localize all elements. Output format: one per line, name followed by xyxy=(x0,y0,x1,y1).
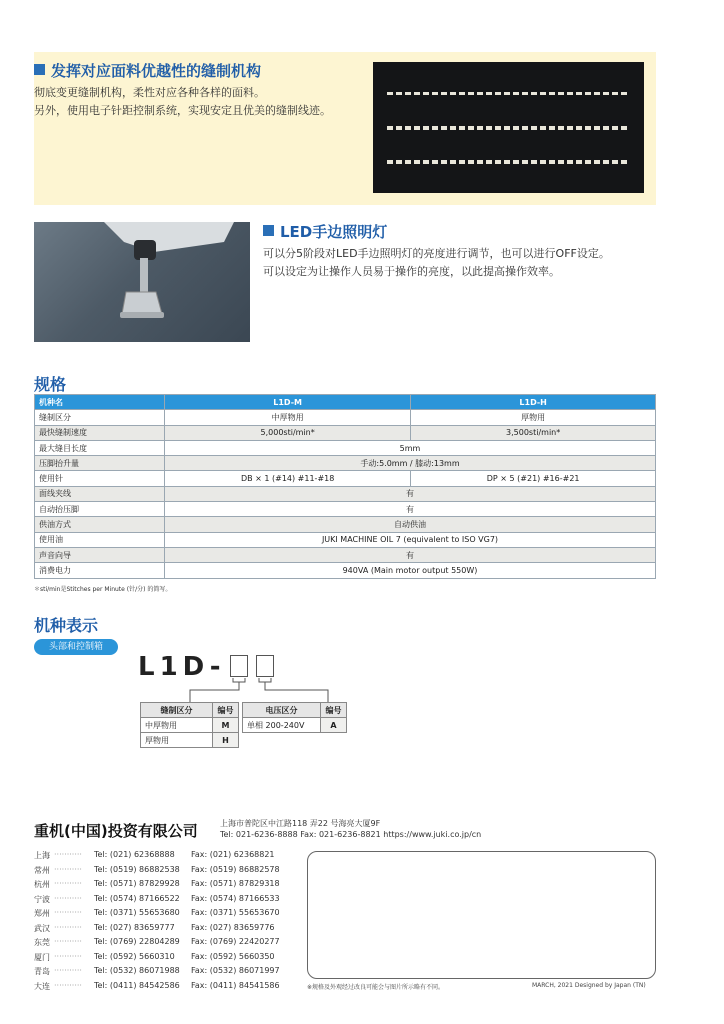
leader-dots: ··········· xyxy=(54,922,82,932)
branch-city: 宁波 xyxy=(34,894,50,904)
branch-fax: Fax: (0592) 5660350 xyxy=(191,951,275,961)
table-row xyxy=(35,440,656,455)
branch-tel: Tel: (0571) 87829928 xyxy=(94,879,180,888)
branch-fax: Fax: (027) 83659776 xyxy=(191,922,275,932)
branch-tel: Tel: (0592) 5660310 xyxy=(94,951,175,961)
credit-text: MARCH, 2021 Designed by Japan (TN) xyxy=(532,982,646,989)
branch-city: 武汉 xyxy=(34,923,50,933)
feature1-title xyxy=(34,60,261,81)
branch-fax: Fax: (0769) 22420277 xyxy=(191,937,280,946)
table-row xyxy=(35,563,656,578)
voltage-class-table xyxy=(242,702,347,733)
stitch-line xyxy=(387,160,630,164)
branch-fax: Fax: (0411) 84541586 xyxy=(191,980,280,990)
branch-city: 杭州 xyxy=(34,880,50,889)
spec-title: 规格 xyxy=(34,375,67,394)
table-row xyxy=(35,456,656,471)
code-box-2 xyxy=(256,655,274,677)
spec-label: 最快缝制速度 xyxy=(35,425,165,440)
dealer-stamp-box xyxy=(307,851,656,979)
branch-fax: Fax: (0574) 87166533 xyxy=(191,893,280,903)
spec-label: 供油方式 xyxy=(35,517,165,532)
table-row xyxy=(141,718,239,733)
branch-fax: Fax: (0519) 86882578 xyxy=(191,864,280,874)
spec-footnote: ＊sti/min是Stitches per Minute (针/分) 的简写。 xyxy=(34,586,172,593)
branch-tel: Tel: (027) 83659777 xyxy=(94,922,175,932)
branch-city: 青岛 xyxy=(34,967,50,976)
spec-value: 有 xyxy=(165,547,656,562)
leader-dots: ··········· xyxy=(54,966,82,975)
presser-foot-led-photo xyxy=(34,222,250,342)
sewing-class-table xyxy=(140,702,239,748)
branch-tel: Tel: (0574) 87166522 xyxy=(94,893,180,903)
branch-fax: Fax: (0571) 87829318 xyxy=(191,879,280,888)
table-row xyxy=(141,733,239,748)
feature2-line-2: 可以设定为让操作人员易于操作的亮度，以此提高操作效率。 xyxy=(263,265,560,278)
spec-value: 中厚物用 xyxy=(165,410,411,425)
spec-value: DP × 5 (#21) #16-#21 xyxy=(411,471,656,486)
table-header: 编号 xyxy=(213,703,239,718)
code-box-1 xyxy=(230,655,248,677)
spec-value: JUKI MACHINE OIL 7 (equivalent to ISO VG7) xyxy=(165,532,656,547)
spec-value: 940VA (Main motor output 550W) xyxy=(165,563,656,578)
spec-value: 自动供油 xyxy=(165,517,656,532)
branch-tel: Tel: (0519) 86882538 xyxy=(94,864,180,874)
table-header: 缝制区分 xyxy=(141,703,213,718)
leader-dots: ··········· xyxy=(54,980,82,990)
spec-label: 最大缝目长度 xyxy=(35,440,165,455)
spec-label: 消费电力 xyxy=(35,563,165,578)
leader-dots: ··········· xyxy=(54,951,82,961)
leader-dots: ··········· xyxy=(54,893,82,903)
spec-header-model-m: L1D-M xyxy=(165,395,411,410)
model-title: 机种表示 xyxy=(34,616,99,635)
branch-fax: Fax: (0532) 86071997 xyxy=(191,966,280,975)
company-address: 上海市普陀区中江路118 弄22 号海亮大厦9F xyxy=(220,819,381,828)
model-code: L1D- xyxy=(138,652,226,682)
leader-dots: ··········· xyxy=(54,937,82,946)
model-pill-badge: 头部和控制箱 xyxy=(34,639,118,655)
spec-header-row xyxy=(35,395,656,410)
spec-value: DB × 1 (#14) #11-#18 xyxy=(165,471,411,486)
spec-header-model-h: L1D-H xyxy=(411,395,656,410)
presser-foot-illustration xyxy=(34,222,250,342)
spec-value: 有 xyxy=(165,502,656,517)
square-bullet-icon xyxy=(34,64,45,75)
leader-dots: ··········· xyxy=(54,879,82,888)
branch-fax: Fax: (0371) 55653670 xyxy=(191,908,280,917)
spec-value: 5,000sti/min* xyxy=(165,425,411,440)
table-cell: 厚物用 xyxy=(141,733,213,748)
spec-label: 使用针 xyxy=(35,471,165,486)
disclaimer-text: ※规格及外观经过改良可能会与图片所示略有不同。 xyxy=(307,984,445,991)
branch-tel: Tel: (021) 62368888 xyxy=(94,850,175,859)
spec-header-label: 机种名 xyxy=(35,395,165,410)
table-row xyxy=(35,517,656,532)
feature1-title-text: 发挥对应面料优越性的缝制机构 xyxy=(51,62,262,80)
spec-label: 自动抬压脚 xyxy=(35,502,165,517)
spec-label: 使用油 xyxy=(35,532,165,547)
spec-label: 面线夹线 xyxy=(35,486,165,501)
leader-dots: ··········· xyxy=(54,908,82,917)
table-row xyxy=(243,718,347,733)
spec-value: 厚物用 xyxy=(411,410,656,425)
branch-city: 厦门 xyxy=(34,952,50,962)
company-contact: Tel: 021-6236-8888 Fax: 021-6236-8821 https://www.juki.co.jp/cn xyxy=(220,830,482,839)
spec-table xyxy=(34,394,656,579)
table-cell: A xyxy=(321,718,347,733)
branch-city: 上海 xyxy=(34,851,50,860)
spec-value: 有 xyxy=(165,486,656,501)
table-row xyxy=(35,547,656,562)
branch-city: 郑州 xyxy=(34,909,50,918)
spec-value: 3,500sti/min* xyxy=(411,425,656,440)
table-row xyxy=(35,425,656,440)
table-row xyxy=(243,703,347,718)
stitch-sample-photo xyxy=(373,62,644,193)
spec-value: 手动:5.0mm / 膝动:13mm xyxy=(165,456,656,471)
feature1-line-2: 另外，使用电子针距控制系统，实现安定且优美的缝制线迹。 xyxy=(34,104,331,117)
table-row xyxy=(35,410,656,425)
branch-tel: Tel: (0371) 55653680 xyxy=(94,908,180,917)
feature1-line-1: 彻底变更缝制机构，柔性对应各种各样的面料。 xyxy=(34,86,265,99)
table-row xyxy=(35,502,656,517)
spec-label: 缝制区分 xyxy=(35,410,165,425)
spec-label: 声音向导 xyxy=(35,547,165,562)
square-bullet-icon xyxy=(263,225,274,236)
leader-dots: ··········· xyxy=(54,850,82,859)
branch-tel: Tel: (0532) 86071988 xyxy=(94,966,180,975)
table-header: 编号 xyxy=(321,703,347,718)
branch-city: 常州 xyxy=(34,865,50,875)
table-row xyxy=(141,703,239,718)
spec-value: 5mm xyxy=(165,440,656,455)
branch-tel: Tel: (0411) 84542586 xyxy=(94,980,180,990)
code-bracket-lines xyxy=(150,676,360,704)
company-name: 重机(中国)投资有限公司 xyxy=(34,822,198,840)
branch-fax: Fax: (021) 62368821 xyxy=(191,850,275,859)
table-cell: M xyxy=(213,718,239,733)
leader-dots: ··········· xyxy=(54,864,82,874)
feature2-title xyxy=(263,221,387,242)
table-cell: 中厚物用 xyxy=(141,718,213,733)
feature2-title-text: LED手边照明灯 xyxy=(280,223,388,241)
branch-city: 大连 xyxy=(34,981,50,991)
branch-tel: Tel: (0769) 22804289 xyxy=(94,937,180,946)
table-cell: H xyxy=(213,733,239,748)
table-row xyxy=(35,486,656,501)
table-header: 电压区分 xyxy=(243,703,321,718)
spec-label: 压脚抬升量 xyxy=(35,456,165,471)
stitch-line xyxy=(387,126,630,130)
table-row xyxy=(35,471,656,486)
branch-city: 东莞 xyxy=(34,938,50,947)
table-row xyxy=(35,532,656,547)
table-cell: 单相 200-240V xyxy=(243,718,321,733)
stitch-line xyxy=(387,92,630,95)
feature2-line-1: 可以分5阶段对LED手边照明灯的亮度进行调节，也可以进行OFF设定。 xyxy=(263,247,610,260)
